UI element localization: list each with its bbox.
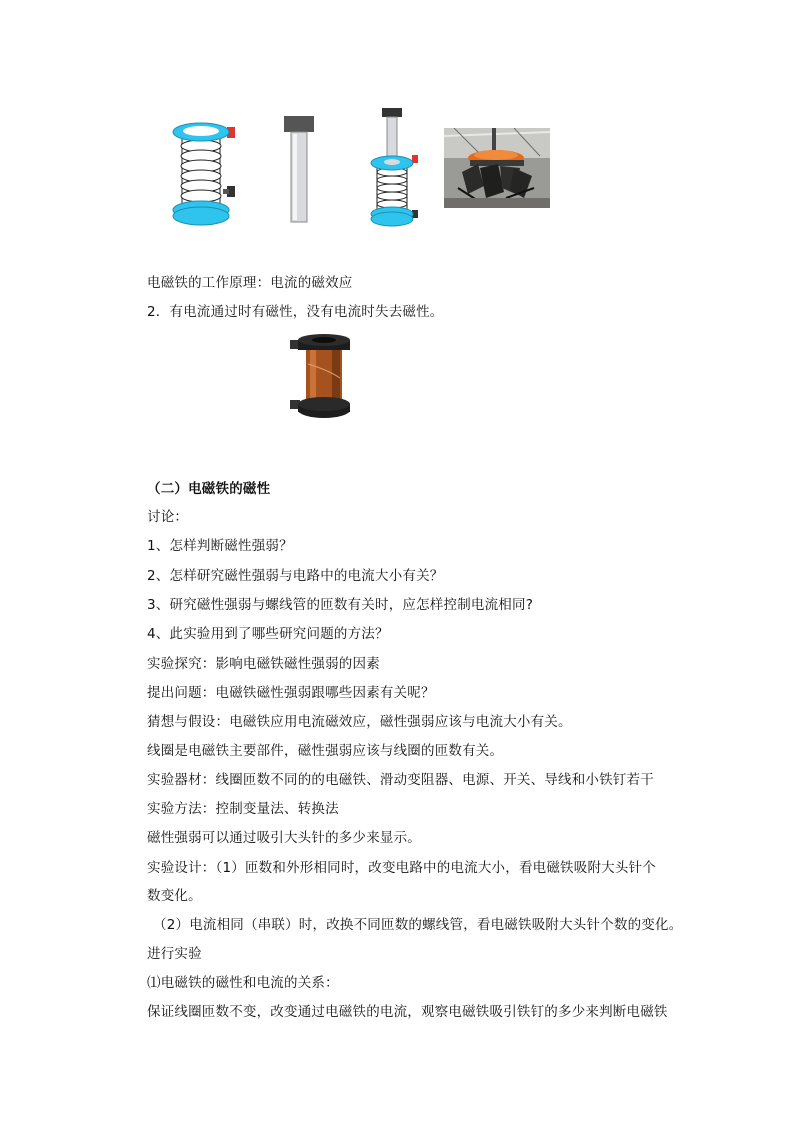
discussion-label: 讨论：	[147, 509, 189, 525]
electromagnet-figure	[368, 106, 420, 230]
question-3: 3、研究磁性强弱与螺线管的匝数有关时，应怎样控制电流相同?	[147, 597, 534, 613]
principle-text: 电磁铁的工作原理：电流的磁效应	[147, 275, 353, 291]
display-text: 磁性强弱可以通过吸引大头针的多少来显示。	[147, 830, 421, 846]
question-1: 1、怎样判断磁性强弱？	[147, 538, 293, 554]
method-text: 实验方法：控制变量法、转换法	[147, 801, 339, 817]
point-2-text: 2．有电流通过时有磁性，没有电流时失去磁性。	[147, 304, 444, 320]
design-1a: 实验设计：（1）匝数和外形相同时，改变电路中的电流大小，看电磁铁吸附大头针个	[147, 860, 656, 876]
copper-coil-photo	[288, 334, 358, 420]
hypothesis-1: 猜想与假设：电磁铁应用电流磁效应，磁性强弱应该与电流大小有关。	[147, 714, 572, 730]
lifting-magnet-photo	[444, 128, 550, 208]
relation-heading: ⑴电磁铁的磁性和电流的关系：	[147, 975, 339, 991]
raise-question: 提出问题：电磁铁磁性强弱跟哪些因素有关呢？	[147, 685, 435, 701]
section-title: （二）电磁铁的磁性	[147, 481, 271, 497]
question-4: 4、此实验用到了哪些研究问题的方法？	[147, 626, 389, 642]
question-2: 2、怎样研究磁性强弱与电路中的电流大小有关？	[147, 568, 444, 584]
design-1b: 数变化。	[147, 888, 202, 904]
keep-text: 保证线圈匝数不变，改变通过电磁铁的电流，观察电磁铁吸引铁钉的多少来判断电磁铁	[147, 1004, 668, 1020]
materials-text: 实验器材：线圈匝数不同的的电磁铁、滑动变阻器、电源、开关、导线和小铁钉若干	[147, 772, 654, 788]
hypothesis-2: 线圈是电磁铁主要部件，磁性强弱应该与线圈的匝数有关。	[147, 743, 504, 759]
proceed-text: 进行实验	[147, 946, 202, 962]
experiment-explore: 实验探究：影响电磁铁磁性强弱的因素	[147, 656, 380, 672]
design-2: （2）电流相同（串联）时，改换不同匝数的螺线管，看电磁铁吸附大头针个数的变化。	[153, 917, 683, 933]
solenoid-coil-figure	[168, 118, 240, 230]
iron-rod-figure	[282, 114, 316, 226]
